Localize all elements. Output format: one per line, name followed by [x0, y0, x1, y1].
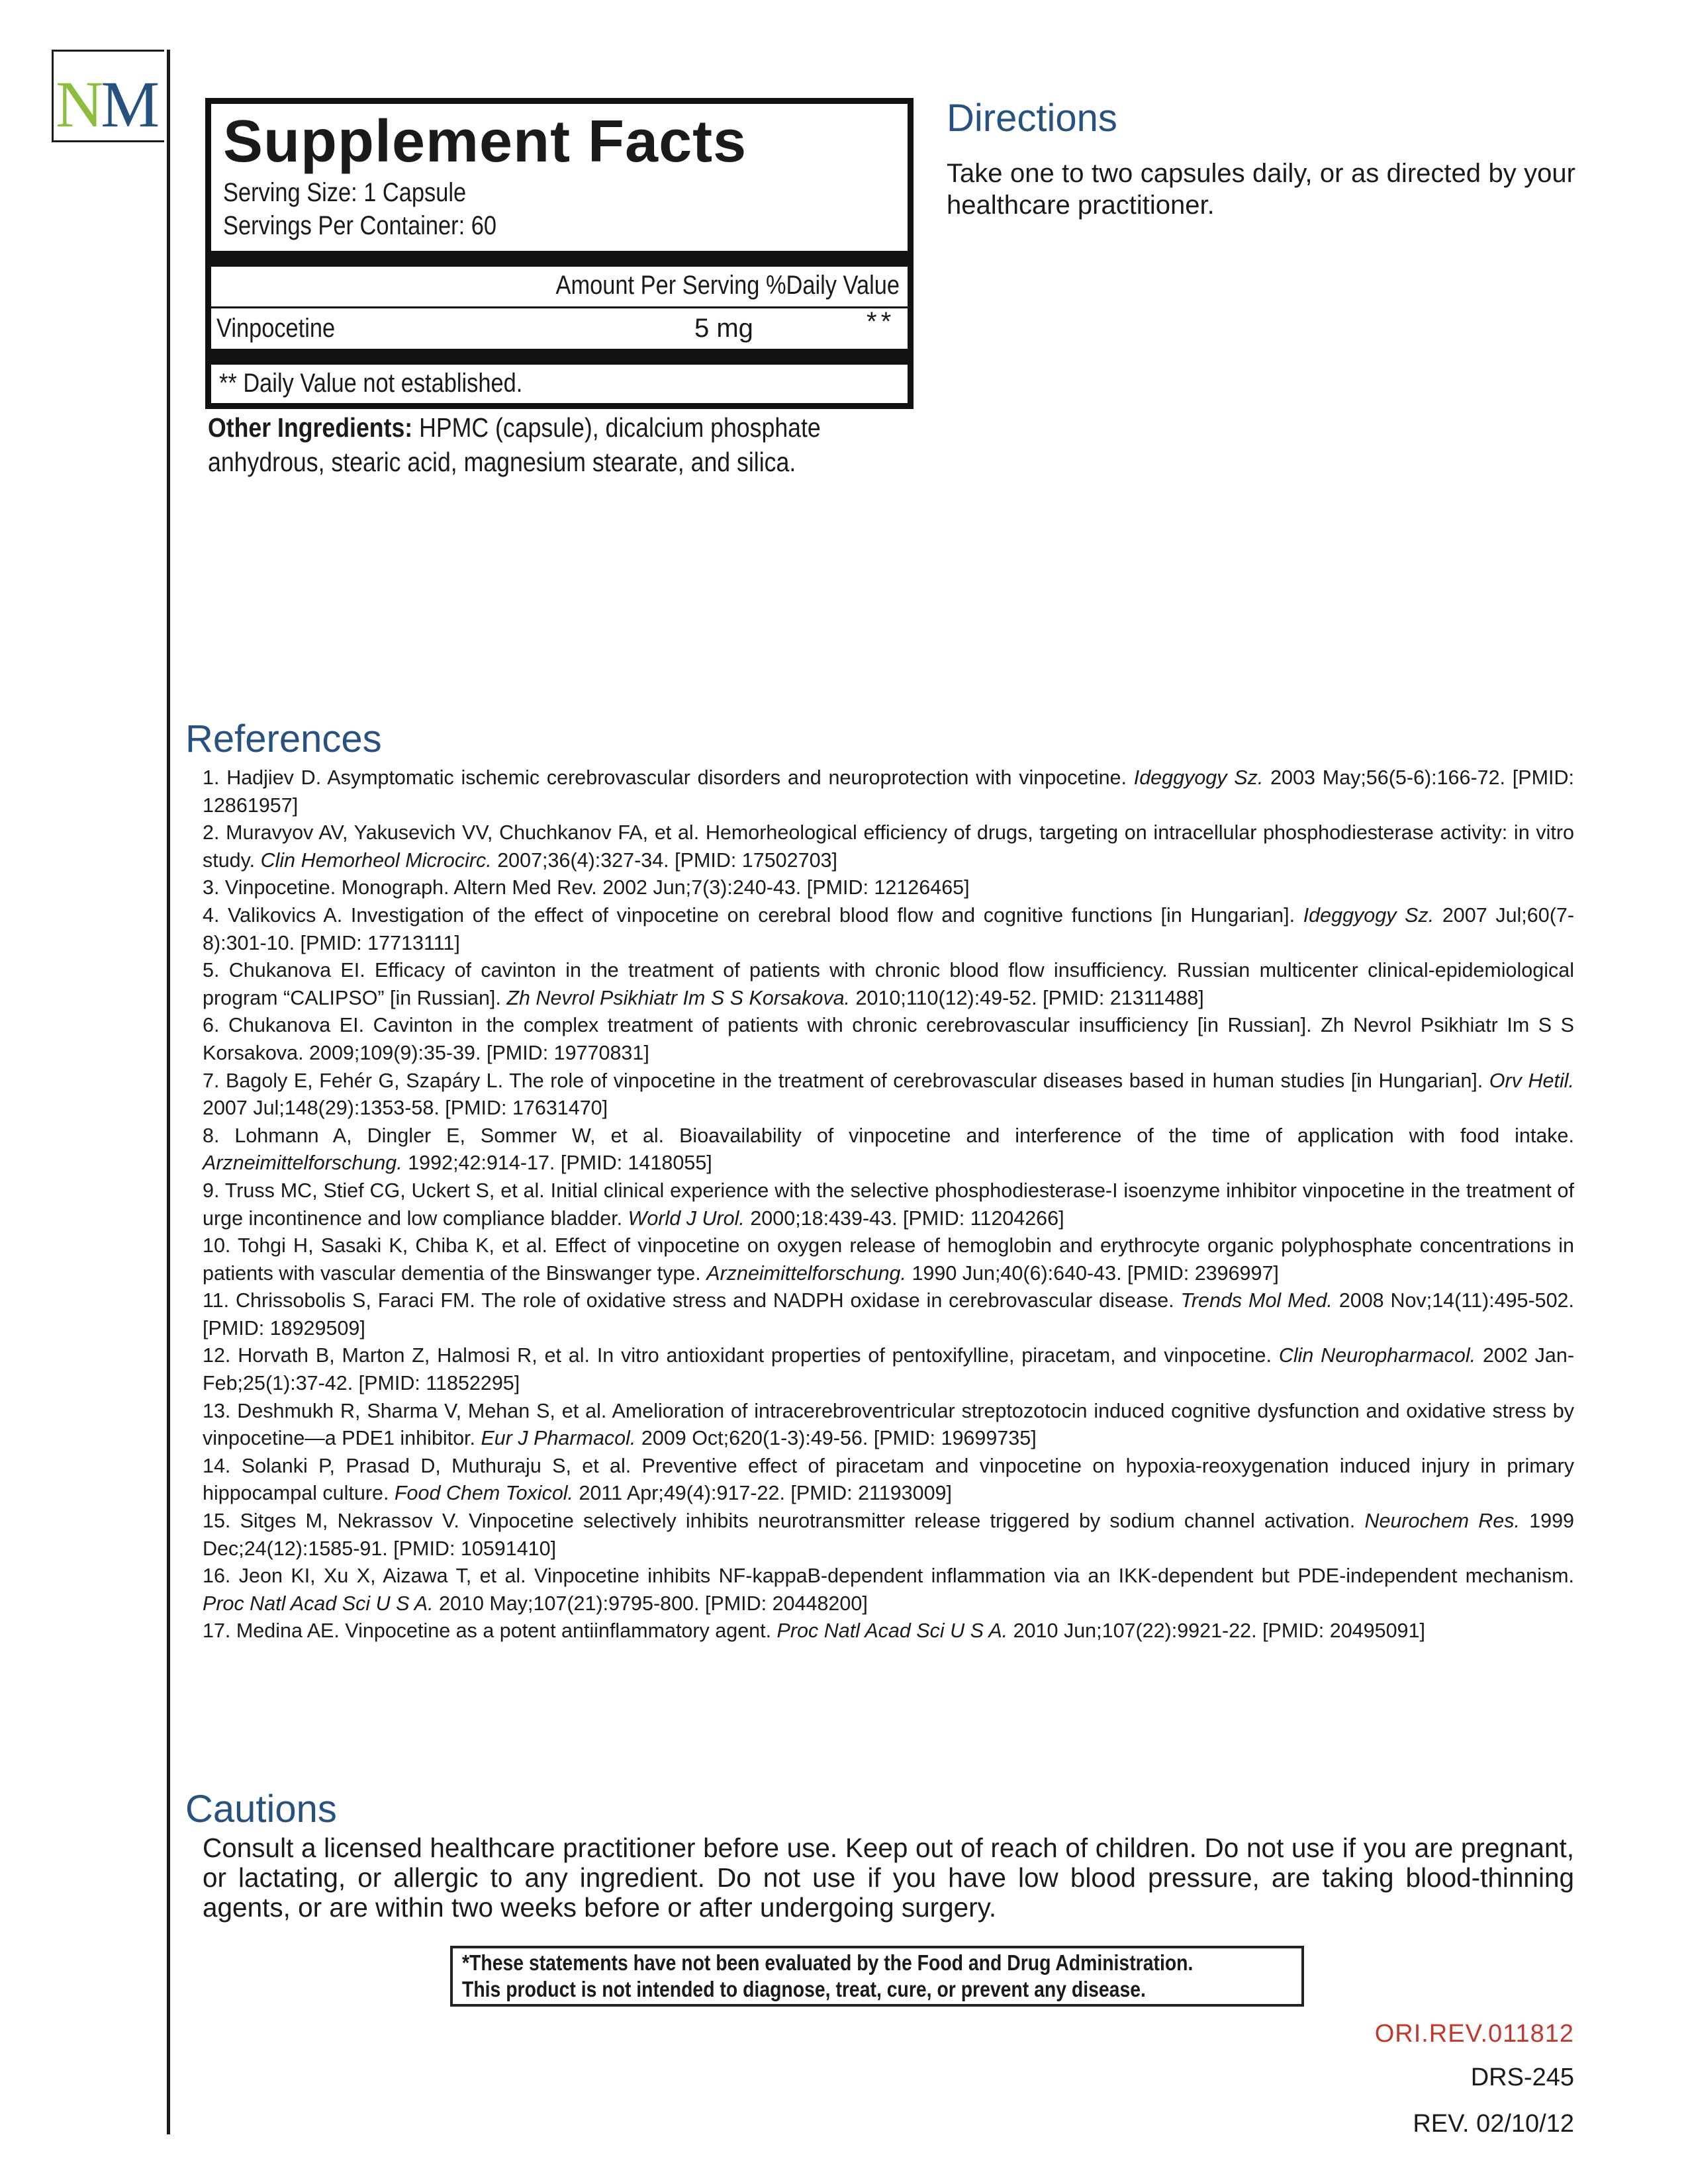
disclaimer-line-2: This product is not intended to diagnose, treat, cure, or prevent any disease.: [462, 1977, 1146, 2001]
reference-item: [203, 874, 1574, 902]
reference-text: 3. Vinpocetine. Monograph. Altern Med Rev. 2002 Jun;7(3):240-43. [PMID: 12126465]: [203, 876, 970, 899]
reference-item: [203, 1398, 1574, 1453]
reference-citation: 2007 Jul;60(7-8):301-10. [PMID: 17713111]: [203, 903, 1574, 954]
reference-citation: 2010;110(12):49-52. [PMID: 21311488]: [850, 986, 1204, 1009]
reference-item: [203, 1122, 1574, 1177]
directions-text: Take one to two capsules daily, or as directed by your healthcare practitioner.: [947, 159, 1575, 220]
reference-citation: 1992;42:914-17. [PMID: 1418055]: [402, 1152, 712, 1175]
reference-text: 10. Tohgi H, Sasaki K, Chiba K, et al. Effect of vinpocetine on oxygen release of hemoglobin and erythrocyte organic polyphosphate concentrations in patients with vascular dementia of the Binswanger type.: [203, 1234, 1574, 1285]
reference-journal: Neurochem Res.: [1364, 1510, 1520, 1533]
facts-thick-divider: [211, 349, 908, 365]
reference-text: 9. Truss MC, Stief CG, Uckert S, et al. Initial clinical experience with the selective phosphodiesterase-I isoenzyme inhibitor vinpocetine in the treatment of urge incontinence and low compliance bladder.: [203, 1179, 1574, 1230]
fda-disclaimer: [450, 1946, 1304, 2007]
reference-item: [203, 1563, 1574, 1617]
daily-value-footnote: ** Daily Value not established.: [219, 369, 523, 398]
reference-item: [203, 1232, 1574, 1287]
other-ingredients-label: Other Ingredients:: [208, 412, 413, 443]
serving-size: Serving Size: 1 Capsule: [223, 178, 467, 207]
reference-citation: 2002 Jan-Feb;25(1):37-42. [PMID: 11852295]: [203, 1344, 1574, 1395]
reference-text: 15. Sitges M, Nekrassov V. Vinpocetine selectively inhibits neurotransmitter release triggered by sodium channel activation.: [203, 1510, 1365, 1533]
cautions-text: Consult a licensed healthcare practitioner before use. Keep out of reach of children. Do not use if you are pregnant, or lactating, or allergic to any ingredient. Do not use if you have low blood pressure, are taking blood-thinning agents, or are within two weeks before or after undergoing surgery.: [203, 1833, 1574, 1923]
reference-item: [203, 1068, 1574, 1122]
facts-thin-divider: [211, 306, 908, 308]
reference-citation: 2009 Oct;620(1-3):49-56. [PMID: 19699735]: [635, 1427, 1037, 1450]
disclaimer-line-1: *These statements have not been evaluated by the Food and Drug Administration.: [462, 1950, 1194, 1975]
nm-logo: NM: [56, 68, 158, 141]
reference-text: 6. Chukanova EI. Cavinton in the complex treatment of patients with chronic cerebrovascular insufficiency [in Russian]. Zh Nevrol Psikhiatr Im S S Korsakova. 2009;109(9):35-39. [PMID: 19770831]: [203, 1014, 1574, 1064]
reference-text: 14. Solanki P, Prasad D, Muthuraju S, et al. Preventive effect of piracetam and vinpocetine on hypoxia-reoxygenation induced injury in primary hippocampal culture.: [203, 1454, 1574, 1505]
reference-item: [203, 1287, 1574, 1342]
reference-text: 11. Chrissobolis S, Faraci FM. The role of oxidative stress and NADPH oxidase in cerebrovascular disease.: [203, 1289, 1181, 1312]
reference-journal: Food Chem Toxicol.: [394, 1482, 574, 1505]
reference-text: 7. Bagoly E, Fehér G, Szapáry L. The role of vinpocetine in the treatment of cerebrovascular diseases based in human studies [in Hungarian].: [203, 1069, 1489, 1092]
reference-citation: 2007;36(4):327-34. [PMID: 17502703]: [491, 848, 837, 872]
references-list: [203, 764, 1574, 1645]
reference-item: [203, 764, 1574, 819]
reference-journal: World J Urol.: [628, 1206, 745, 1230]
ori-revision-code: ORI.REV.011812: [1374, 2020, 1574, 2048]
supplement-facts-panel: [205, 98, 914, 409]
reference-text: 16. Jeon KI, Xu X, Aizawa T, et al. Vinpocetine inhibits NF-kappaB-dependent inflammation via an IKK-dependent but PDE-independent mechanism.: [203, 1565, 1574, 1588]
reference-journal: Arzneimittelforschung.: [203, 1152, 402, 1175]
reference-text: 1. Hadjiev D. Asymptomatic ischemic cerebrovascular disorders and neuroprotection with vinpocetine.: [203, 766, 1134, 789]
reference-item: [203, 1617, 1574, 1645]
reference-journal: Clin Neuropharmacol.: [1278, 1344, 1476, 1367]
reference-item: [203, 1177, 1574, 1232]
reference-text: 4. Valikovics A. Investigation of the effect of vinpocetine on cerebral blood flow and cognitive functions [in Hungarian].: [203, 903, 1303, 927]
other-ingredients: [208, 410, 830, 479]
servings-per-container: Servings Per Container: 60: [223, 211, 497, 240]
reference-text: 2. Muravyov AV, Yakusevich VV, Chuchkanov FA, et al. Hemorheological efficiency of drugs, targeting on intracellular phosphodiesterase activity: in vitro study.: [203, 821, 1574, 872]
reference-journal: Ideggyogy Sz.: [1303, 903, 1434, 927]
reference-item: [203, 819, 1574, 874]
reference-journal: Orv Hetil.: [1489, 1069, 1574, 1092]
document-code: DRS-245: [1470, 2064, 1574, 2091]
ingredient-daily-value: **: [867, 307, 896, 336]
supplement-facts-title: Supplement Facts: [223, 109, 747, 175]
reference-text: 13. Deshmukh R, Sharma V, Mehan S, et al. Amelioration of intracerebroventricular streptozotocin induced cognitive dysfunction and oxidative stress by vinpocetine—a PDE1 inhibitor.: [203, 1399, 1574, 1450]
reference-citation: 2007 Jul;148(29):1353-58. [PMID: 17631470]: [203, 1097, 608, 1120]
references-heading: References: [185, 717, 382, 760]
reference-item: [203, 1012, 1574, 1067]
reference-item: [203, 1342, 1574, 1397]
reference-item: [203, 1508, 1574, 1563]
reference-citation: 2003 May;56(5-6):166-72. [PMID: 12861957]: [203, 766, 1574, 817]
reference-journal: Proc Natl Acad Sci U S A.: [203, 1592, 434, 1615]
reference-citation: 2010 May;107(21):9795-800. [PMID: 20448200]: [433, 1592, 868, 1615]
reference-text: 5. Chukanova EI. Efficacy of cavinton in the treatment of patients with chronic blood flow insufficiency. Russian multicenter clinical-epidemiological program “CALIPSO” [in Russian].: [203, 959, 1574, 1009]
reference-journal: Arzneimittelforschung.: [706, 1261, 906, 1285]
reference-text: 8. Lohmann A, Dingler E, Sommer W, et al. Bioavailability of vinpocetine and interference of the time of application with food intake.: [203, 1124, 1574, 1147]
reference-citation: 2000;18:439-43. [PMID: 11204266]: [744, 1206, 1064, 1230]
directions-heading: Directions: [947, 97, 1117, 140]
left-margin-rule: [167, 50, 170, 2134]
cautions-heading: Cautions: [185, 1788, 337, 1831]
reference-item: [203, 1453, 1574, 1508]
ingredient-name: Vinpocetine: [216, 314, 336, 343]
ingredient-amount: 5 mg: [694, 314, 753, 343]
reference-item: [203, 902, 1574, 957]
reference-journal: Clin Hemorheol Microcirc.: [260, 848, 492, 872]
reference-citation: 1999 Dec;24(12):1585-91. [PMID: 10591410]: [203, 1510, 1575, 1560]
reference-journal: Eur J Pharmacol.: [481, 1427, 636, 1450]
revision-date: REV. 02/10/12: [1413, 2110, 1574, 2138]
other-ingredients-text: HPMC (capsule), dicalcium phosphate anhydrous, stearic acid, magnesium stearate, and silica.: [208, 412, 821, 477]
reference-journal: Zh Nevrol Psikhiatr Im S S Korsakova.: [506, 986, 851, 1009]
reference-text: 12. Horvath B, Marton Z, Halmosi R, et al. In vitro antioxidant properties of pentoxifylline, piracetam, and vinpocetine.: [203, 1344, 1279, 1367]
reference-citation: 2011 Apr;49(4):917-22. [PMID: 21193009]: [573, 1482, 952, 1505]
reference-journal: Ideggyogy Sz.: [1133, 766, 1264, 789]
facts-thick-divider: [211, 251, 908, 267]
reference-citation: 1990 Jun;40(6):640-43. [PMID: 2396997]: [906, 1261, 1279, 1285]
reference-item: [203, 957, 1574, 1012]
reference-text: 17. Medina AE. Vinpocetine as a potent antiinflammatory agent.: [203, 1619, 777, 1643]
reference-journal: Trends Mol Med.: [1180, 1289, 1333, 1312]
amount-daily-value-header: Amount Per Serving %Daily Value: [555, 271, 900, 300]
reference-citation: 2010 Jun;107(22):9921-22. [PMID: 20495091]: [1008, 1619, 1425, 1643]
reference-citation: 2008 Nov;14(11):495-502. [PMID: 18929509]: [203, 1289, 1574, 1340]
reference-journal: Proc Natl Acad Sci U S A.: [776, 1619, 1008, 1643]
